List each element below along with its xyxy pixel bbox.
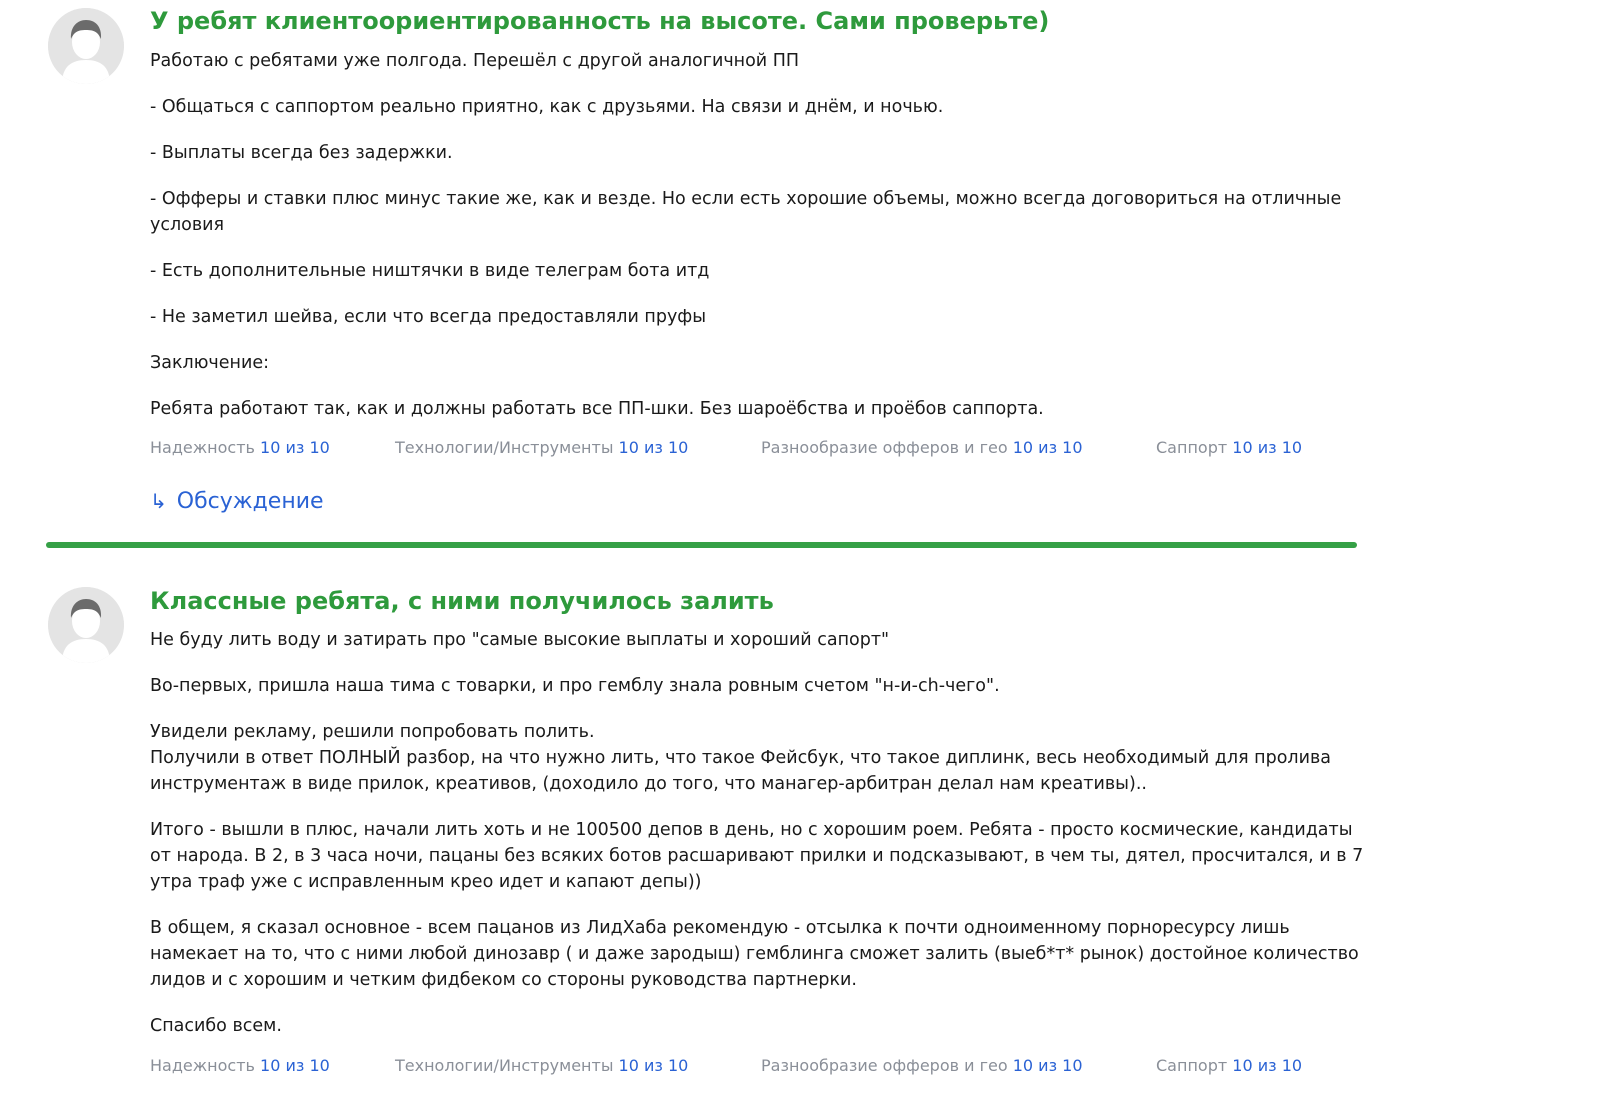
rating-support [1156,438,1302,458]
rating-support [1156,1056,1302,1076]
review-paragraph: Итого - вышли в плюс, начали лить хоть и не 100500 депов в день, но с хорошим роем. Ребята - просто космические, кандидаты от народа. В 2, в 3 часа ночи, пацаны без всяких ботов расшаривают прилки и подсказывают, в чем ты, дятел, просчитался, и в 7 утра траф уже с исправленным крео идет и капают депы)) [150,820,1364,892]
review-paragraph: - Есть дополнительные ништячки в виде телеграм бота итд [150,261,710,281]
rating-offers-geo [761,1056,1083,1076]
rating-label: Технологии/Инструменты [395,438,614,457]
rating-value: 10 из 10 [618,438,689,457]
review-paragraph: - Выплаты всегда без задержки. [150,143,453,163]
review-title: У ребят клиентоориентированность на высоте. Сами проверьте) [150,7,1050,35]
rating-value: 10 из 10 [260,438,330,457]
discussion-label: Обсуждение [176,489,324,514]
rating-reliability [150,438,330,458]
review-title: Классные ребята, с ними получилось залить [150,587,774,615]
review-paragraph: - Общаться с саппортом реально приятно, как с друзьями. На связи и днём, и ночью. [150,97,944,117]
review-paragraph: Спасибо всем. [150,1016,282,1036]
user-avatar-icon [48,8,124,84]
rating-offers-geo [761,438,1083,458]
rating-value: 10 из 10 [1012,1056,1083,1075]
rating-label: Саппорт [1156,1056,1228,1075]
rating-technology [395,438,688,458]
rating-label: Надежность [150,438,255,457]
rating-technology [395,1056,688,1076]
rating-value: 10 из 10 [618,1056,689,1075]
review-paragraph: Работаю с ребятами уже полгода. Перешёл с другой аналогичной ПП [150,51,800,71]
user-avatar-icon [48,587,124,663]
rating-reliability [150,1056,330,1076]
review-paragraph: Во-первых, пришла наша тима с товарки, и про гемблу знала ровным счетом "н-и-ch-чего". [150,676,1000,696]
review-paragraph: Не буду лить воду и затирать про "самые высокие выплаты и хороший сапорт" [150,630,890,650]
review-text [150,48,1370,422]
review-paragraph: - Не заметил шейва, если что всегда предоставляли пруфы [150,307,707,327]
rating-label: Технологии/Инструменты [395,1056,614,1075]
rating-label: Разнообразие офферов и гео [761,1056,1008,1075]
rating-label: Саппорт [1156,438,1228,457]
review-text [150,627,1370,1039]
review-paragraph: В общем, я сказал основное - всем пацанов из ЛидХаба рекомендую - отсылка к почти одноименному порноресурсу лишь намекает на то, что с ними любой динозавр ( и даже зародыш) гемблинга сможет залить (выеб*т* рынок) достойное количество лидов и с хорошим и четким фидбеком со стороны руководства партнерки. [150,918,1359,990]
rating-value: 10 из 10 [260,1056,330,1075]
review-paragraph: Ребята работают так, как и должны работать все ПП-шки. Без шароёбства и проёбов саппорта. [150,399,1044,419]
rating-value: 10 из 10 [1012,438,1083,457]
review-paragraph: Увидели рекламу, решили попробовать полить. Получили в ответ ПОЛНЫЙ разбор, на что нужно лить, что такое Фейсбук, что такое диплинк, весь необходимый для пролива инструментаж в виде прилок, креативов, (доходило до того, что манагер-арбитран делал нам креативы).. [150,722,1332,794]
rating-label: Надежность [150,1056,255,1075]
rating-label: Разнообразие офферов и гео [761,438,1008,457]
rating-value: 10 из 10 [1232,438,1303,457]
review-paragraph: - Офферы и ставки плюс минус такие же, как и везде. Но если есть хорошие объемы, можно всегда договориться на отличные условия [150,189,1342,235]
review-divider [46,542,1357,548]
rating-value: 10 из 10 [1232,1056,1303,1075]
reply-arrow-icon: ↳ [150,489,167,513]
review-paragraph: Заключение: [150,353,270,373]
discussion-link[interactable] [150,487,324,516]
